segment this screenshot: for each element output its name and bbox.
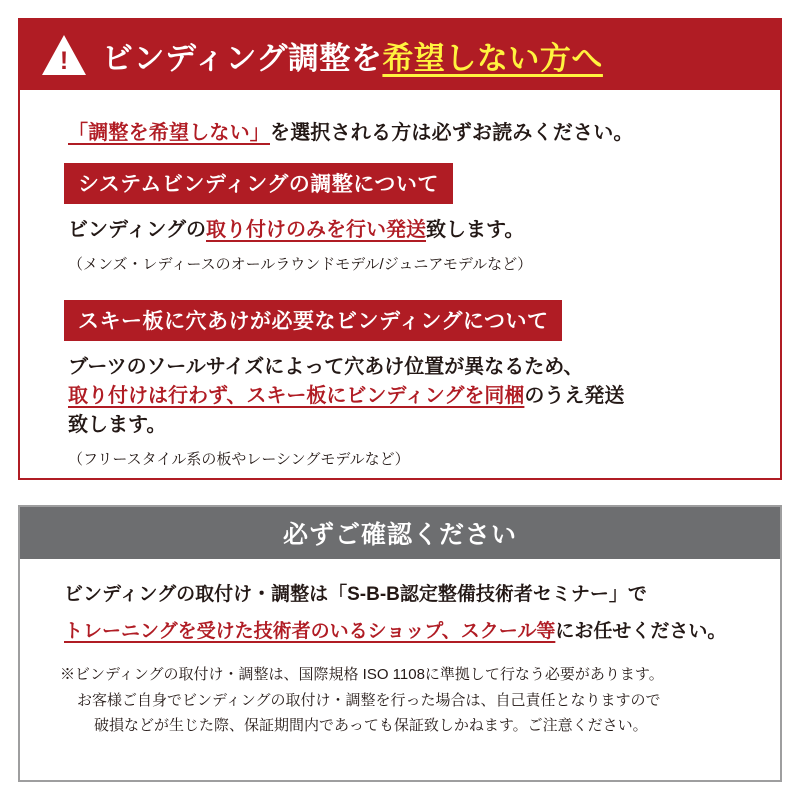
block1-subheading: システムビンディングの調整について: [64, 163, 453, 204]
block2-para-line2-post: のうえ発送: [524, 385, 625, 407]
confirm-line-2-post: にお任せください。: [555, 620, 727, 642]
block1-para-pre: ビンディングの: [68, 219, 206, 241]
fine-print-line-3: 破損などが生じた際、保証期間内であっても保証致しかねます。ご注意ください。: [94, 717, 648, 734]
confirm-line-2-highlight: トレーニングを受けた技術者のいるショップ、スクール等: [64, 620, 556, 642]
lead-highlight: 「調整を希望しない」: [68, 122, 270, 144]
block1-note: （メンズ・レディースのオールラウンドモデル/ジュニアモデルなど）: [68, 256, 533, 273]
warning-triangle-icon: !: [42, 35, 86, 75]
lead-rest: を選択される方は必ずお読みください。: [270, 122, 634, 144]
confirm-header-bar: 必ずご確認ください: [20, 507, 780, 559]
block1-para-highlight: 取り付けのみを行い発送: [206, 219, 426, 241]
block-system-binding: [46, 163, 754, 274]
fine-print-line-2: お客様ご自身でビンディングの取付け・調整を行った場合は、自己責任となりますので: [77, 691, 661, 709]
block2-note: （フリースタイル系の板やレーシングモデルなど）: [68, 451, 410, 468]
block2-para-line1: ブーツのソールサイズによって穴あけ位置が異なるため、: [68, 356, 584, 378]
please-confirm-panel: [18, 505, 782, 782]
block2-subheading: スキー板に穴あけが必要なビンディングについて: [64, 300, 562, 341]
lead-text: [68, 116, 754, 145]
header-title-plain: ビンディング調整を: [102, 40, 383, 76]
block2-para-line3: 致します。: [68, 414, 167, 436]
panel-header-title: [102, 33, 603, 78]
confirm-line-2: [64, 618, 750, 647]
fine-print-line-1: ※ビンディングの取付け・調整は、国際規格 ISO 1108に準拠して行なう必要があります。: [60, 666, 664, 683]
block1-paragraph: [68, 216, 754, 245]
block1-para-post: 致します。: [426, 219, 525, 241]
panel-header-bar: [20, 20, 780, 90]
block2-paragraph: [68, 353, 754, 440]
confirm-line-1: ビンディングの取付け・調整は「S-B-B認定整備技術者セミナー」で: [64, 584, 647, 605]
block2-para-highlight: 取り付けは行わず、スキー板にビンディングを同梱: [68, 385, 525, 407]
block-drilling-binding: [46, 300, 754, 469]
fine-print: [60, 662, 750, 739]
binding-no-adjust-panel: [18, 18, 782, 480]
header-title-highlight: 希望しない方へ: [382, 40, 603, 76]
confirm-body: [20, 559, 780, 739]
panel-body: [20, 90, 780, 469]
